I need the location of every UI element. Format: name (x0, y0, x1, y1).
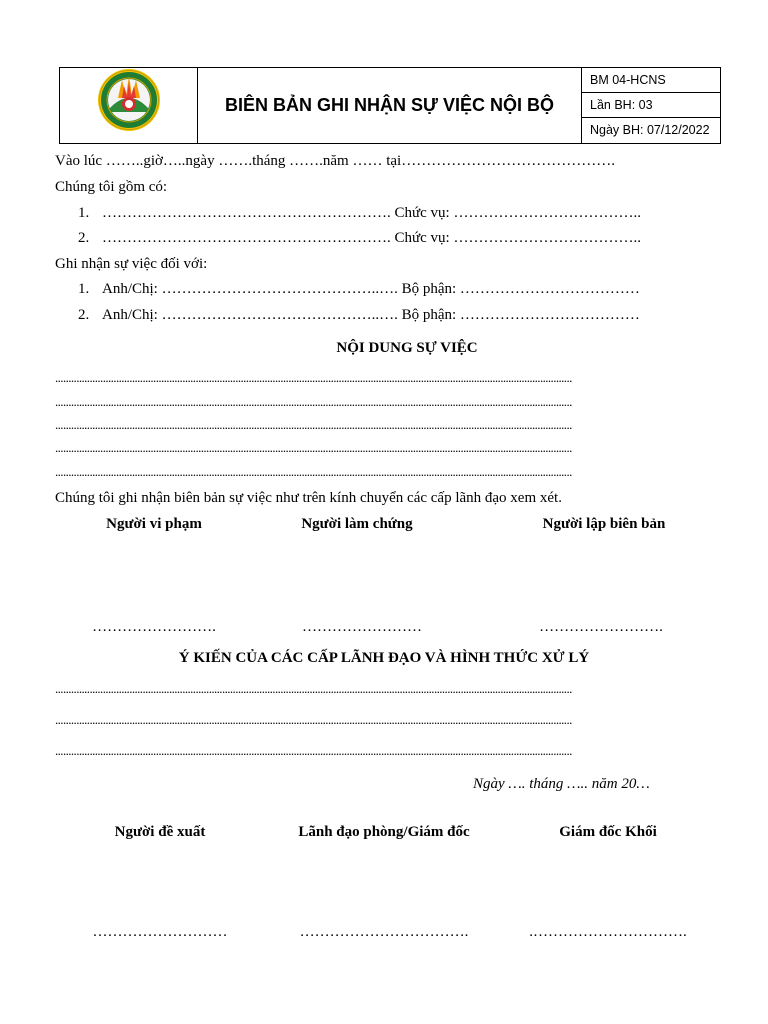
opinion-dot-line-1: ................................................................................................................................................................................................... (55, 682, 572, 696)
signature-line-violator: ……………………. (92, 619, 216, 635)
signature-line-recorder: ……………………. (539, 619, 663, 635)
subject-label: Ghi nhận sự việc đối với: (55, 256, 208, 272)
signature-line-department-head: ……………………………. (299, 924, 469, 940)
member-1-number: 1. (78, 205, 90, 221)
member-2-line: …………………………………………………. Chức vụ: ……………………………….. (102, 230, 641, 246)
content-heading: NỘI DUNG SỰ VIỆC (336, 340, 478, 356)
subject-2-line: Anh/Chị: ……………………………………..…. Bộ phận: ……………………………… (102, 307, 640, 323)
time-place-line: Vào lúc ……..giờ…..ngày …….tháng …….năm …… tại……………………………………. (55, 153, 615, 169)
signature-line-proposer: ……………………… (92, 924, 228, 940)
conclusion-text: Chúng tôi ghi nhận biên bản sự việc như trên kính chuyển các cấp lãnh đạo xem xét. (55, 490, 562, 506)
signature-label-division-director: Giám đốc Khối (559, 824, 657, 840)
content-dot-line-2: ................................................................................................................................................................................................... (55, 395, 572, 409)
signature-label-recorder: Người lập biên bản (542, 516, 666, 532)
content-dot-line-4: ................................................................................................................................................................................................... (55, 441, 572, 455)
company-logo-icon (60, 68, 198, 143)
member-2-number: 2. (78, 230, 90, 246)
logo-cell (60, 68, 198, 143)
signature-label-department-head: Lãnh đạo phòng/Giám đốc (298, 824, 470, 840)
revision-number: Lần BH: 03 (582, 93, 720, 118)
signature-line-witness: …………………… (302, 619, 422, 635)
form-header-table (59, 67, 721, 144)
opinion-dot-line-3: ................................................................................................................................................................................................... (55, 744, 572, 758)
subject-2-number: 2. (78, 307, 90, 323)
content-dot-line-1: ................................................................................................................................................................................................... (55, 371, 572, 385)
signature-line-division-director: .…………………………. (529, 924, 687, 940)
signature-label-violator: Người vi phạm (106, 516, 202, 532)
subject-1-line: Anh/Chị: ……………………………………..…. Bộ phận: ……………………………… (102, 281, 640, 297)
members-label: Chúng tôi gồm có: (55, 179, 168, 195)
content-dot-line-5: ................................................................................................................................................................................................... (55, 465, 572, 479)
title-cell (198, 68, 582, 143)
member-1-line: …………………………………………………. Chức vụ: ……………………………….. (102, 205, 641, 221)
form-code: BM 04-HCNS (582, 68, 720, 93)
content-dot-line-3: ................................................................................................................................................................................................... (55, 418, 572, 432)
signature-label-witness: Người làm chứng (301, 516, 413, 532)
opinion-heading: Ý KIẾN CỦA CÁC CẤP LÃNH ĐẠO VÀ HÌNH THỨC XỬ LÝ (178, 650, 590, 666)
date-line: Ngày …. tháng ….. năm 20… (473, 776, 650, 792)
signature-label-proposer: Người đề xuất (114, 824, 206, 840)
subject-1-number: 1. (78, 281, 90, 297)
opinion-dot-line-2: ................................................................................................................................................................................................... (55, 713, 572, 727)
document-title: BIÊN BẢN GHI NHẬN SỰ VIỆC NỘI BỘ (225, 95, 554, 115)
issue-date: Ngày BH: 07/12/2022 (590, 123, 710, 137)
